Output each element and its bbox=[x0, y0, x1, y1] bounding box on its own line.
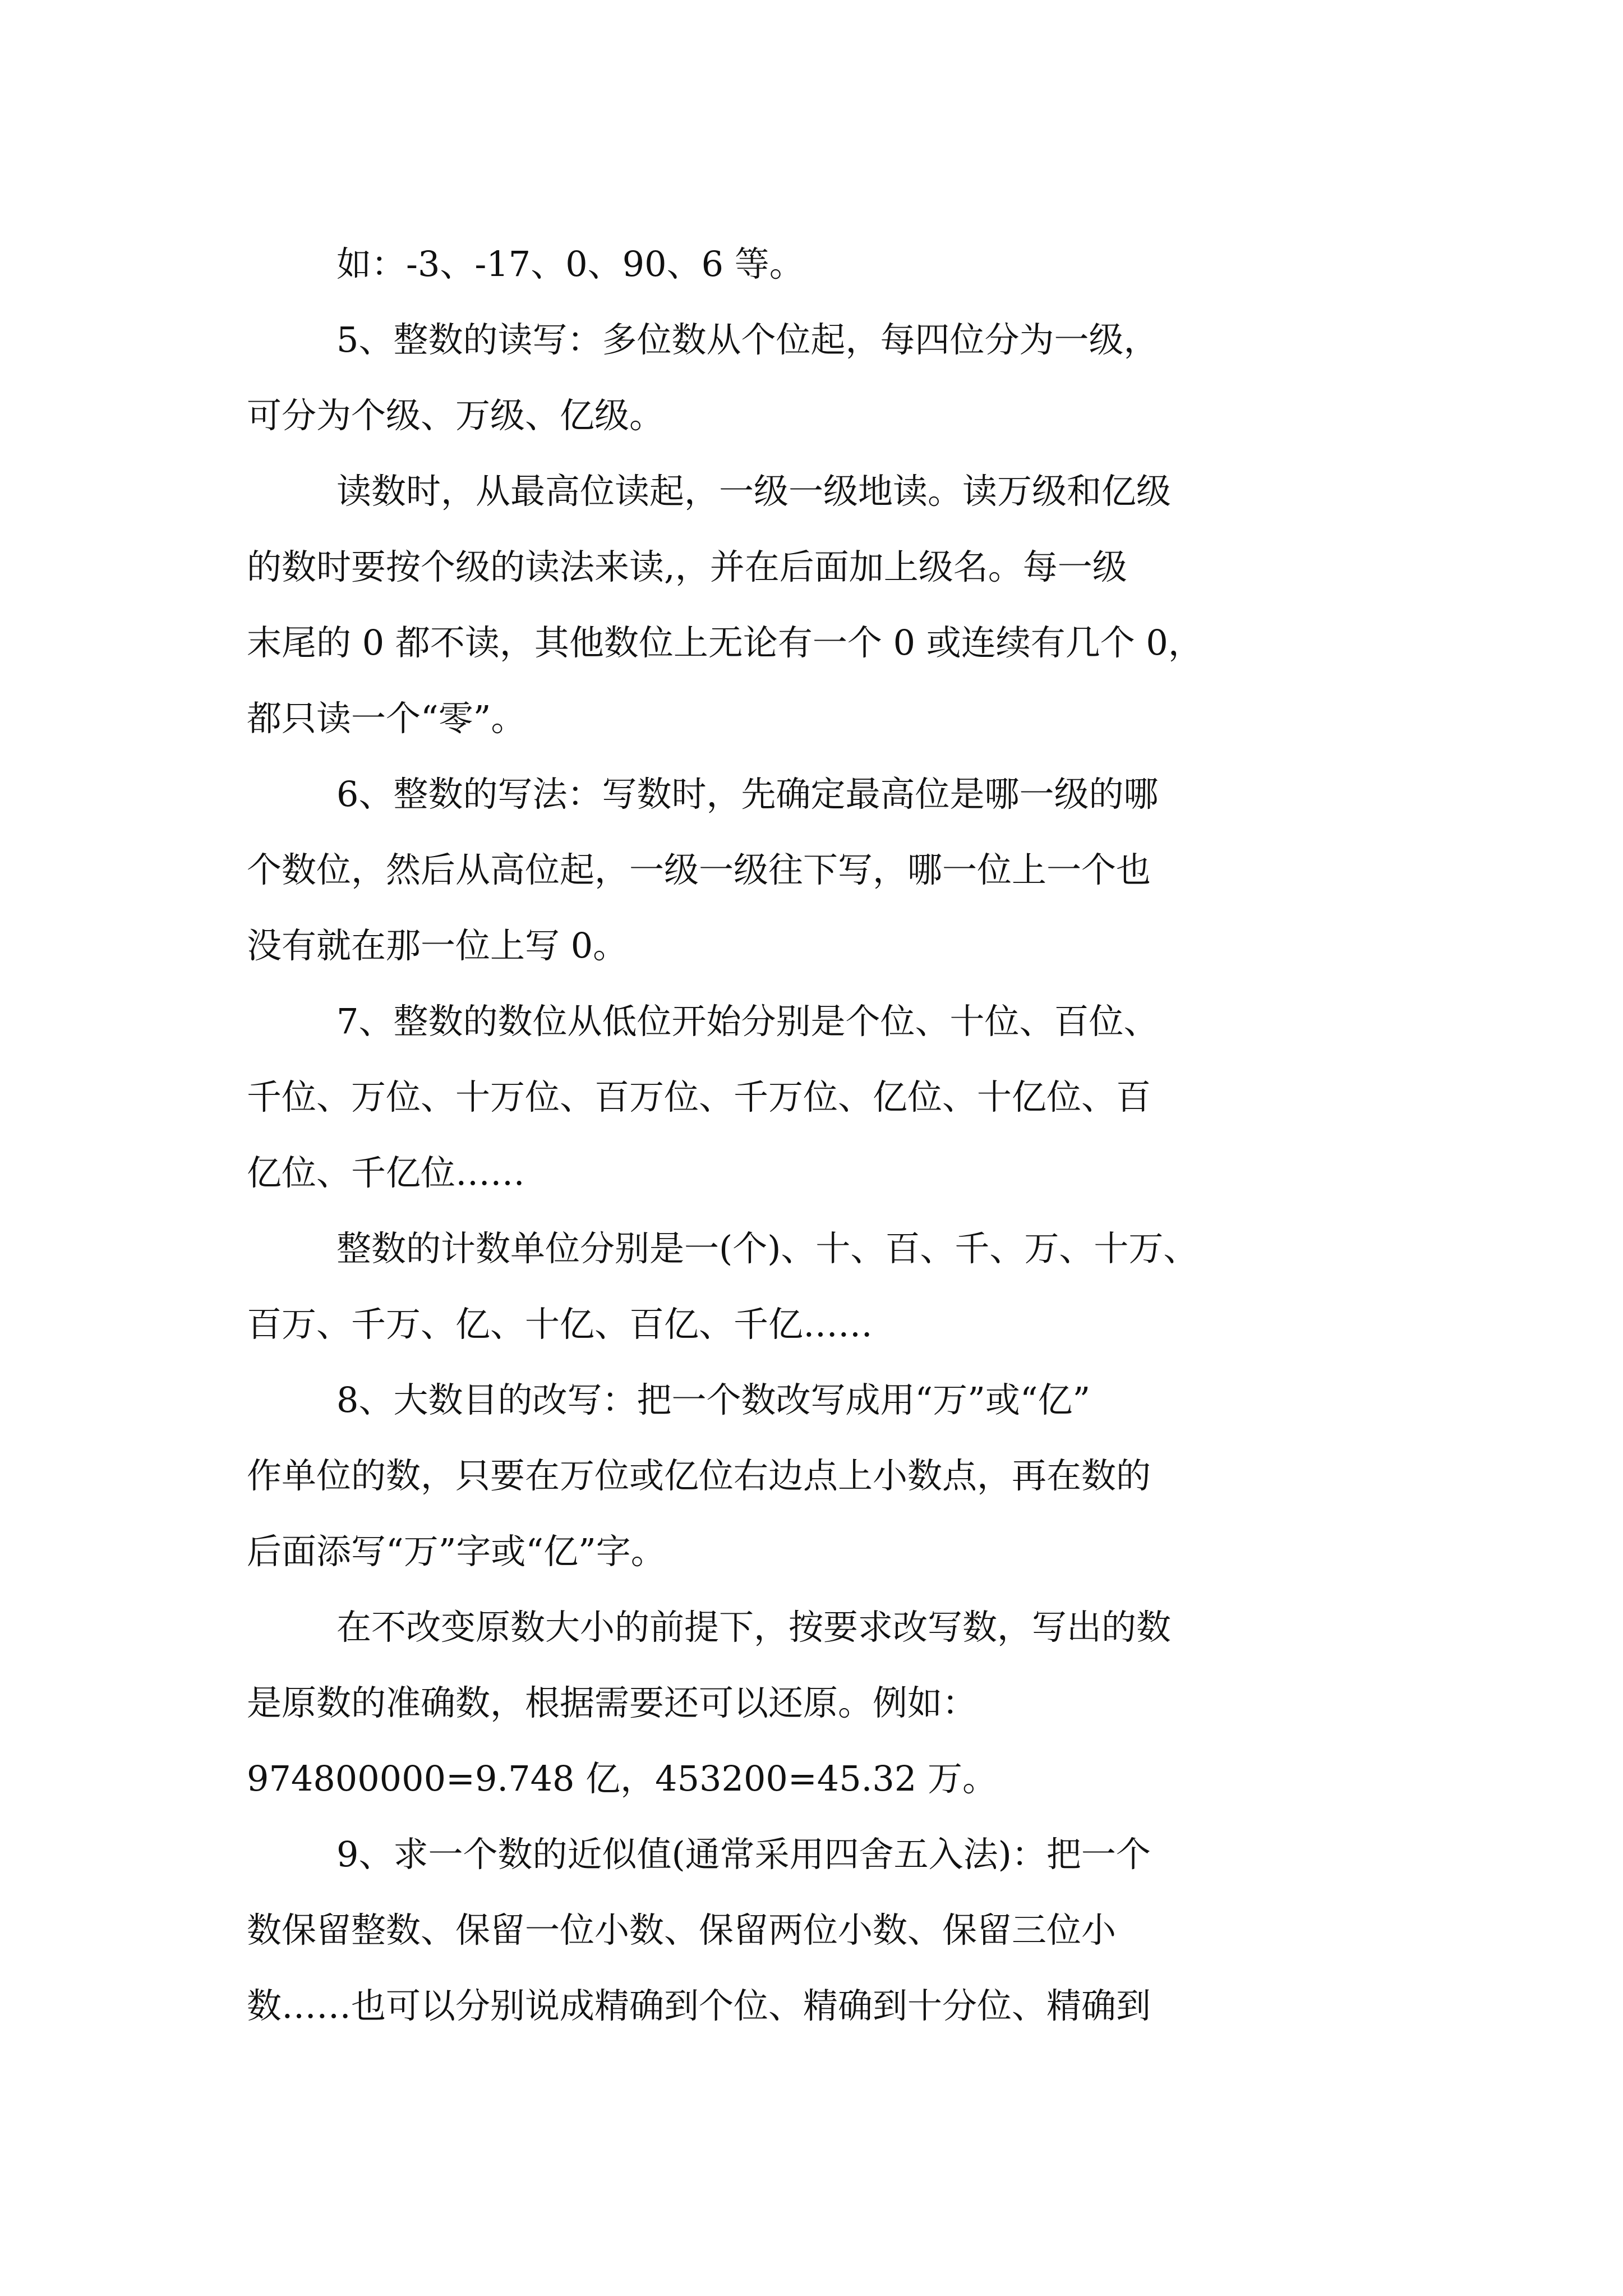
text-line: 后面添写“万”字或“亿”字。 bbox=[247, 1531, 666, 1572]
text-line: 6、整数的写法：写数时，先确定最高位是哪一级的哪 bbox=[336, 774, 1159, 815]
text-line: 作单位的数，只要在万位或亿位右边点上小数点，再在数的 bbox=[247, 1455, 1151, 1496]
text-line: 整数的计数单位分别是一(个)、十、百、千、万、十万、 bbox=[336, 1228, 1198, 1269]
text-line: 5、整数的读写：多位数从个位起，每四位分为一级， bbox=[336, 319, 1159, 360]
text-line: 亿位、千亿位…… bbox=[247, 1152, 525, 1193]
text-line: 数保留整数、保留一位小数、保留两位小数、保留三位小 bbox=[247, 1910, 1117, 1950]
text-line: 读数时，从最高位读起，一级一级地读。读万级和亿级 bbox=[336, 471, 1172, 512]
text-line: 7、整数的数位从低位开始分别是个位、十位、百位、 bbox=[336, 1001, 1159, 1042]
text-line: 千位、万位、十万位、百万位、千万位、亿位、十亿位、百 bbox=[247, 1076, 1151, 1117]
text-line: 974800000=9.748 亿，453200=45.32 万。 bbox=[247, 1758, 997, 1799]
text-line: 是原数的准确数，根据需要还可以还原。例如： bbox=[247, 1682, 978, 1723]
text-line: 可分为个级、万级、亿级。 bbox=[247, 395, 665, 436]
text-line: 百万、千万、亿、十亿、百亿、千亿…… bbox=[247, 1304, 873, 1345]
text-line: 数……也可以分别说成精确到个位、精确到十分位、精确到 bbox=[247, 1985, 1151, 2026]
text-line: 个数位，然后从高位起，一级一级往下写，哪一位上一个也 bbox=[247, 849, 1151, 890]
text-line: 在不改变原数大小的前提下，按要求改写数，写出的数 bbox=[336, 1607, 1172, 1648]
text-line: 如：-3、-17、0、90、6 等。 bbox=[336, 243, 804, 284]
text-line: 没有就在那一位上写 0。 bbox=[247, 925, 628, 966]
text-line: 都只读一个“零”。 bbox=[247, 698, 526, 739]
text-line: 8、大数目的改写：把一个数改写成用“万”或“亿” bbox=[336, 1379, 1091, 1420]
text-line: 末尾的 0 都不读，其他数位上无论有一个 0 或连续有几个 0， bbox=[247, 622, 1203, 663]
text-line: 9、求一个数的近似值(通常采用四舍五入法)：把一个 bbox=[336, 1834, 1151, 1875]
text-line: 的数时要按个级的读法来读,，并在后面加上级名。每一级 bbox=[247, 546, 1127, 587]
